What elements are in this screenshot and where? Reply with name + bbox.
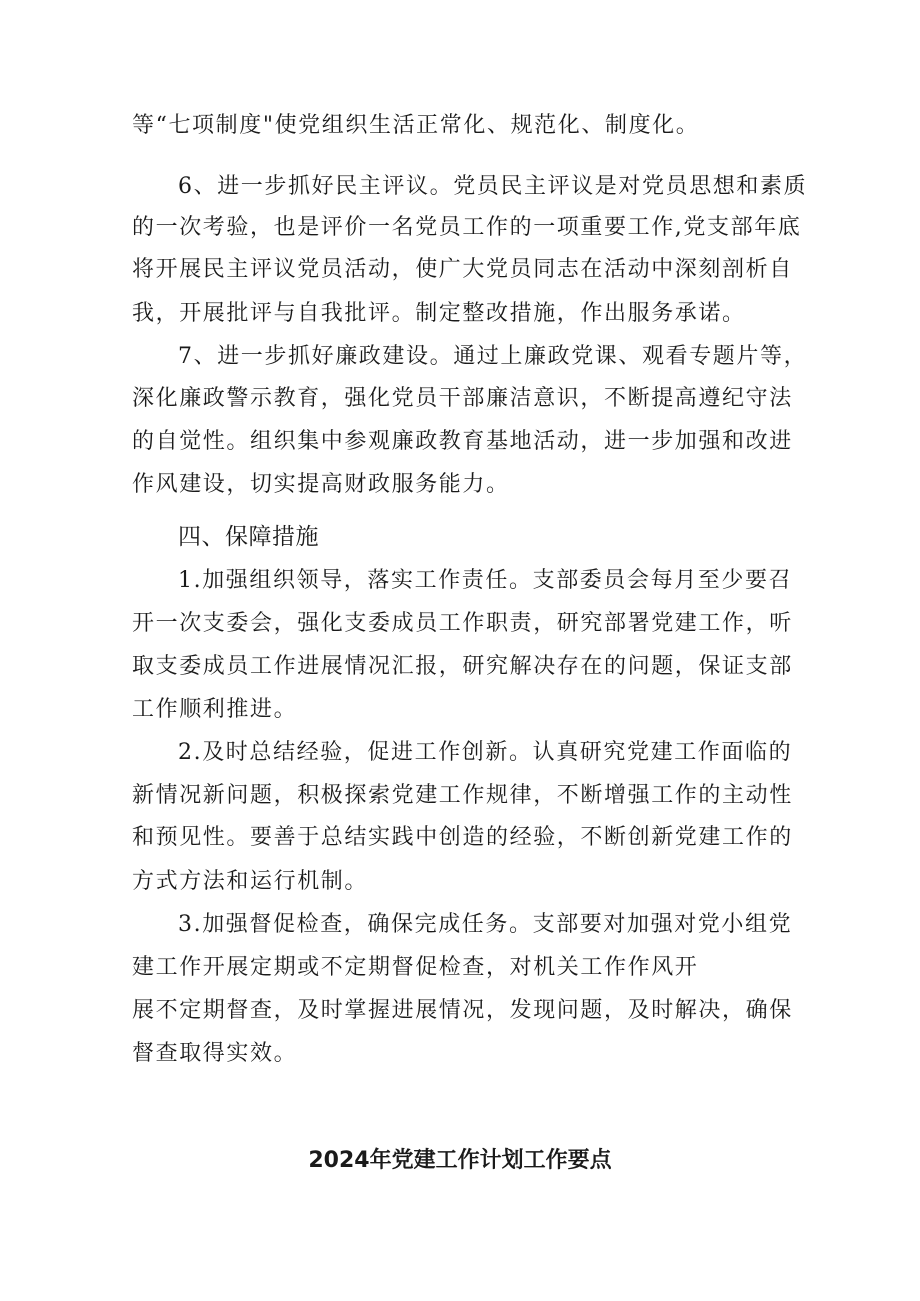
paragraph-line: 督查取得实效。: [132, 1041, 298, 1066]
paragraph-line: 开一次支委会，强化支委成员工作职责，研究部署党建工作，听: [132, 611, 793, 636]
document-title: 2024年党建工作计划工作要点: [308, 1148, 612, 1173]
paragraph-line: 展不定期督查，及时掌握进展情况，发现问题，及时解决，确保: [132, 998, 793, 1023]
paragraph-line: 3.加强督促检查，确保完成任务。支部要对加强对党小组党: [178, 912, 793, 937]
paragraph-line: 7、进一步抓好廉政建设。通过上廉政党课、观看专题片等，: [178, 344, 808, 369]
paragraph-line: 深化廉政警示教育，强化党员干部廉洁意识，不断提高遵纪守法: [132, 386, 793, 411]
paragraph-line: 的自觉性。组织集中参观廉政教育基地活动，进一步加强和改进: [132, 429, 793, 454]
paragraph-line: 2.及时总结经验，促进工作创新。认真研究党建工作面临的: [178, 740, 793, 765]
paragraph-line: 作风建设，切实提高财政服务能力。: [132, 472, 510, 497]
paragraph-line: 将开展民主评议党员活动，使广大党员同志在活动中深刻剖析自: [132, 257, 793, 282]
section-heading: 四、保障措施: [178, 524, 319, 550]
paragraph-line: 和预见性。要善于总结实践中创造的经验，不断创新党建工作的: [132, 825, 793, 850]
paragraph-line: 等“七项制度"使党组织生活正常化、规范化、制度化。: [132, 113, 700, 138]
paragraph-line: 的一次考验，也是评价一名党员工作的一项重要工作,党支部年底: [132, 215, 802, 240]
paragraph-line: 取支委成员工作进展情况汇报，研究解决存在的问题，保证支部: [132, 654, 793, 679]
paragraph-line: 工作顺利推进。: [132, 697, 298, 722]
paragraph-line: 方式方法和运行机制。: [132, 869, 369, 894]
paragraph-line: 建工作开展定期或不定期督促检查，对机关工作作风开: [132, 955, 699, 980]
paragraph-line: 新情况新问题，积极探索党建工作规律，不断增强工作的主动性: [132, 783, 793, 808]
paragraph-line: 1.加强组织领导，落实工作责任。支部委员会每月至少要召: [178, 568, 793, 593]
paragraph-line: 我，开展批评与自我批评。制定整改措施，作出服务承诺。: [132, 301, 746, 326]
paragraph-line: 6、进一步抓好民主评议。党员民主评议是对党员思想和素质: [178, 174, 808, 199]
